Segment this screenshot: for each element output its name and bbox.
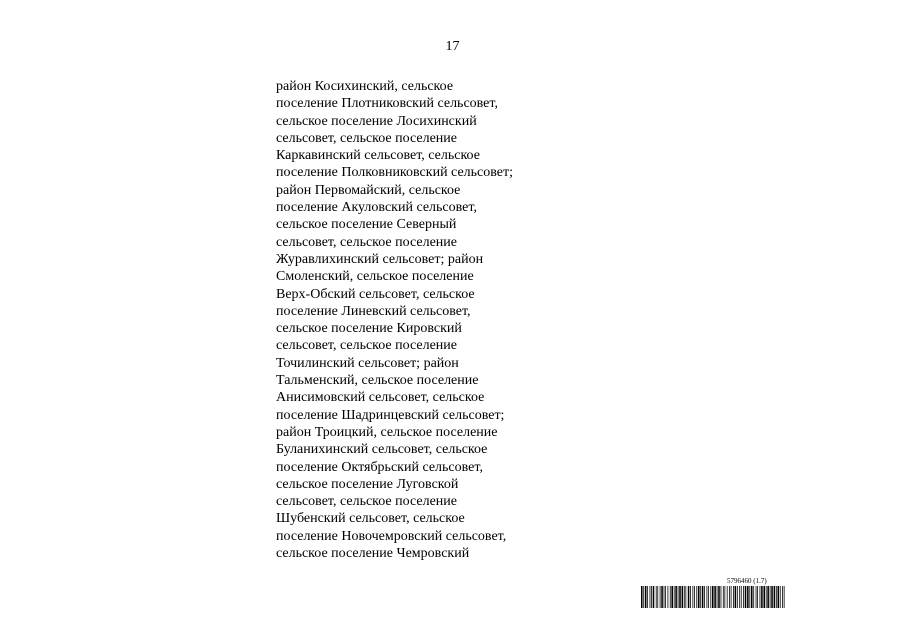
text-line: Буланихинский сельсовет, сельское [276, 442, 488, 458]
text-line: сельское поселение Чемровский [276, 546, 470, 562]
barcode-bar [643, 586, 644, 608]
barcode-bar [688, 586, 690, 608]
barcode-bar [733, 586, 734, 608]
barcode-bar [735, 586, 737, 608]
barcode-bar [763, 586, 765, 608]
barcode-bar [692, 586, 693, 608]
barcode-bar [675, 586, 677, 608]
barcode-bar [664, 586, 665, 608]
text-line: поселение Новочемровский сельсовет, [276, 528, 507, 544]
text-line: поселение Шадринцевский сельсовет; [276, 407, 505, 423]
barcode-bar [678, 586, 679, 608]
barcode-bar [660, 586, 661, 608]
barcode-bar [714, 586, 716, 608]
barcode-bar [671, 586, 673, 608]
barcode-bar [679, 586, 681, 608]
barcode-bar [656, 586, 657, 608]
barcode-bar [717, 586, 718, 608]
text-line: Журавлихинский сельсовет; район [276, 251, 484, 267]
barcode-bar [784, 586, 785, 608]
text-line: сельсовет, сельское поселение [276, 338, 457, 354]
text-line: поселение Линевский сельсовет, [276, 303, 471, 319]
barcode-bar [698, 586, 700, 608]
barcode-bar [685, 586, 686, 608]
barcode-bar [731, 586, 732, 608]
text-line: сельсовет, сельское поселение [276, 234, 457, 250]
barcode-bar [641, 586, 643, 608]
barcode-bar [704, 586, 705, 608]
barcode-bar [751, 586, 753, 608]
text-line: район Первомайский, сельское [276, 182, 461, 198]
text-line: сельское поселение Лосихинский [276, 113, 477, 129]
barcode-bar [682, 586, 684, 608]
text-line: район Косихинский, сельское [276, 79, 454, 94]
barcode-bar [690, 586, 691, 608]
barcode-bar [753, 586, 754, 608]
text-line: Каркавинский сельсовет, сельское [276, 148, 480, 164]
barcode-bar [674, 586, 675, 608]
barcode-bar [651, 586, 652, 608]
text-line: Смоленский, сельское поселение [276, 269, 474, 285]
barcode-bar [756, 586, 757, 608]
barcode-bar [774, 586, 776, 608]
barcode-bar [741, 586, 742, 608]
barcode-bar [761, 586, 763, 608]
text-line: Анисимовский сельсовет, сельское [276, 390, 485, 406]
text-line: поселение Плотниковский сельсовет, [276, 96, 498, 112]
barcode-bar [724, 586, 725, 608]
barcode-bar [665, 586, 666, 608]
barcode-bar [702, 586, 704, 608]
barcode-bar [737, 586, 738, 608]
barcode-bar [650, 586, 651, 608]
text-line: сельсовет, сельское поселение [276, 130, 457, 146]
barcode-caption: 5796460 (1.7) [727, 577, 767, 585]
barcode-bar [778, 586, 780, 608]
page-number: 17 [445, 39, 460, 54]
barcode-bar [707, 586, 708, 608]
barcode-bar [743, 586, 744, 608]
barcode-bar [661, 586, 663, 608]
barcode-icon [641, 586, 857, 608]
text-line: Верх-Обский сельсовет, сельское [276, 286, 475, 302]
barcode-bar [694, 586, 695, 608]
barcode-bar [766, 586, 767, 608]
text-line: район Троицкий, сельское поселение [276, 424, 498, 440]
barcode-bar [647, 586, 648, 608]
barcode-bar [767, 586, 769, 608]
text-line: сельское поселение Кировский [276, 321, 462, 337]
body-text [276, 78, 576, 562]
barcode-bar [747, 586, 749, 608]
text-line: Тальменский, сельское поселение [276, 373, 479, 389]
text-line: поселение Октябрьский сельсовет, [276, 459, 483, 475]
barcode-bar [696, 586, 697, 608]
barcode-bar [760, 586, 761, 608]
text-line: Точилинский сельсовет; район [276, 355, 459, 371]
barcode-bar [757, 586, 758, 608]
text-line: сельсовет, сельское поселение [276, 494, 457, 510]
barcode-bar [771, 586, 773, 608]
barcode-bar [739, 586, 740, 608]
barcode-bar [749, 586, 750, 608]
text-line: поселение Полковниковский сельсовет; [276, 165, 513, 181]
barcode-bar [782, 586, 783, 608]
barcode-bar [645, 586, 647, 608]
barcode-bar [684, 586, 685, 608]
barcode-bar [729, 586, 730, 608]
barcode-bar [727, 586, 728, 608]
barcode-bar [721, 586, 722, 608]
barcode-bar [776, 586, 777, 608]
barcode-bar [657, 586, 658, 608]
barcode-bar [653, 586, 655, 608]
barcode-bar [668, 586, 669, 608]
text-line: сельское поселение Луговской [276, 476, 459, 492]
barcode-bar [780, 586, 781, 608]
barcode-bar [745, 586, 747, 608]
barcode-bar [712, 586, 714, 608]
barcode-bar [723, 586, 724, 608]
text-line: сельское поселение Северный [276, 217, 457, 233]
text-line: поселение Акуловский сельсовет, [276, 200, 477, 216]
barcode-bar [708, 586, 709, 608]
barcode-bar [700, 586, 701, 608]
barcode-bar [710, 586, 711, 608]
barcode-bar [718, 586, 720, 608]
text-line: Шубенский сельсовет, сельское [276, 511, 465, 527]
barcode-bar [770, 586, 771, 608]
barcode-bar [670, 586, 671, 608]
